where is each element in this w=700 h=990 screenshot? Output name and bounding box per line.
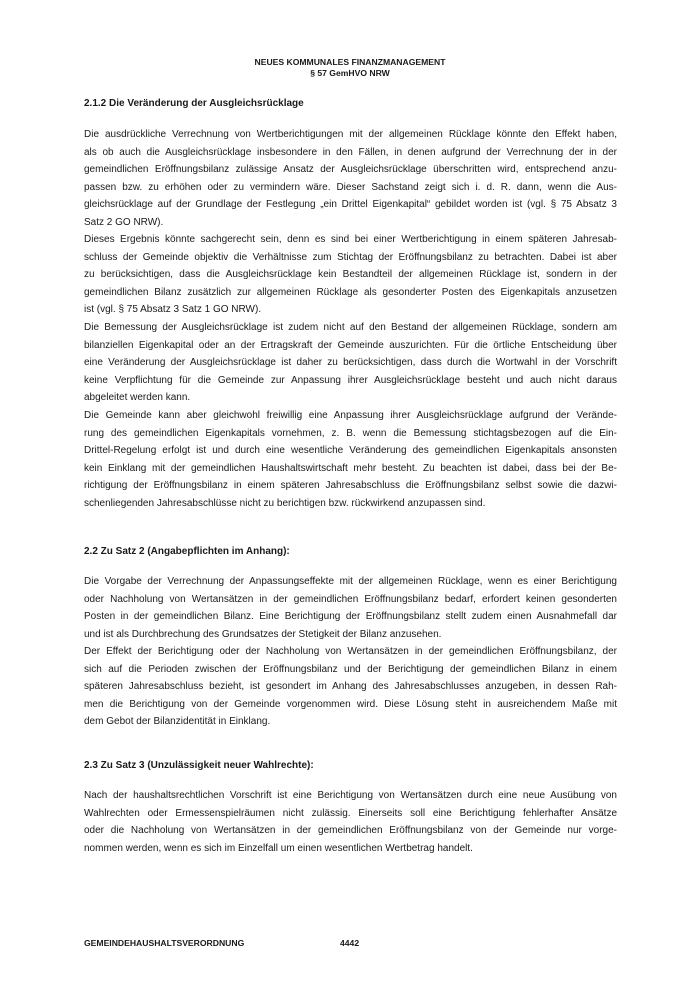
text-line: Die ausdrückliche Verrechnung von Wertberichtigungen mit der allgemeinen Rücklage könnte den Effekt haben,: [84, 129, 617, 140]
text-line: und ist als Durchbrechung des Grundsatzes der Stetigkeit der Bilanz anzusehen.: [84, 628, 442, 640]
text-line: nommen werden, wenn es sich im Einzelfall um einen wesentlichen Wertbetrag handelt.: [84, 842, 473, 854]
paragraph: [84, 787, 617, 857]
text-line: gemeindlichen Bilanz zusätzlich zur allgemeinen Rücklage als gesonderter Posten des Eigenkapitals anzusetzen: [84, 286, 617, 298]
text-line: Die Gemeinde kann aber gleichwohl freiwillig eine Anpassung ihrer Ausgleichsrücklage aufgrund der Verände-: [84, 410, 617, 421]
text-line: Drittel-Regelung erfolgt ist und durch eine wesentliche Veränderung des gemeindlichen Eigenkapitals ansonsten: [84, 445, 617, 457]
text-line: Satz 2 GO NRW).: [84, 216, 164, 228]
text-line: schenliegenden Jahresabschlüsse nicht zu berichtigen bzw. rückwirkend anzupassen sind.: [84, 497, 486, 509]
text-line: eine Veränderung der Ausgleichsrücklage ist daher zu berücksichtigen, dass durch die Wortwahl in der Vorschrift: [84, 357, 617, 369]
text-line: men die Berichtigung von der Gemeinde vorgenommen wird. Diese Lösung steht in ausreichendem Maße mit: [84, 698, 617, 710]
text-line: schluss der Gemeinde objektiv die Verhältnisse zum Stichtag der Eröffnungsbilanz zu betrachten. Dabei ist aber: [84, 251, 617, 263]
paragraph: [84, 643, 617, 731]
text-line: Posten in der gemeindlichen Bilanz. Eine Berichtigung der Eröffnungsbilanz stellt zudem einen Ausnahmefall dar: [84, 611, 617, 623]
paragraph: [84, 573, 617, 643]
paragraph: [84, 407, 617, 513]
text-line: abgeleitet werden kann.: [84, 392, 191, 404]
section-heading: 2.1.2 Die Veränderung der Ausgleichsrücklage: [84, 98, 304, 109]
paragraph: [84, 231, 617, 319]
text-line: Der Effekt der Berichtigung oder der Nachholung von Wertansätzen in der gemeindlichen Eröffnungsbilanz, der: [84, 646, 617, 657]
text-line: gemeindlichen Eröffnungsbilanz zulässige Ansatz der Ausgleichsrücklage überschritten wird, entsprechend anzu-: [84, 164, 617, 176]
text-line: Dieses Ergebnis könnte sachgerecht sein, denn es sind bei einer Wertberichtigung in einem späteren Jahresab-: [84, 234, 617, 245]
text-line: zu berücksichtigen, dass die Ausgleichsrücklage kein Bestandteil der allgemeinen Rücklage ist, sondern in der: [84, 269, 617, 281]
text-line: dem Gebot der Bilanzidentität in Einklang.: [84, 716, 271, 728]
paragraph: [84, 126, 617, 232]
text-line: rung des gemeindlichen Eigenkapitals vornehmen, z. B. wenn die Bemessung stichtagsbezogen auf die Ein-: [84, 427, 617, 439]
text-line: oder Nachholung von Wertansätzen in der gemeindlichen Eröffnungsbilanz bedarf, erfordert keinen gesonderten: [84, 593, 617, 605]
paragraph: [84, 319, 617, 407]
text-line: als ob auch die Ausgleichsrücklage insbesondere in den Fällen, in denen aufgrund der Verrechnung der in der: [84, 146, 617, 158]
text-line: Die Vorgabe der Verrechnung der Anpassungseffekte mit der allgemeinen Rücklage, wenn es einer Berichtigung: [84, 576, 617, 587]
header-subtitle: § 57 GemHVO NRW: [310, 67, 390, 78]
text-line: gleichsrücklage auf der Grundlage der Festlegung „ein Drittel Eigenkapital“ gebildet worden ist (vgl. § 75 Absatz 3: [84, 199, 617, 211]
text-line: kein Einklang mit der gemeindlichen Haushaltswirtschaft mehr besteht. Zu beachten ist dabei, dass bei der Be-: [84, 462, 617, 474]
text-line: Die Bemessung der Ausgleichsrücklage ist zudem nicht auf den Bestand der allgemeinen Rücklage, sondern am: [84, 322, 617, 333]
text-line: keine Verpflichtung für die Gemeinde zur Anpassung ihrer Ausgleichsrücklage besteht und auch nicht daraus: [84, 374, 617, 386]
header-title: NEUES KOMMUNALES FINANZMANAGEMENT: [254, 57, 446, 67]
footer-title: GEMEINDEHAUSHALTSVERORDNUNG: [84, 938, 245, 948]
page-header: [0, 57, 700, 78]
text-line: richtigung der Eröffnungsbilanz in einem späteren Jahresabschluss die Eröffnungsbilanz selbst sowie die dazwi-: [84, 480, 617, 492]
section-heading: 2.3 Zu Satz 3 (Unzulässigkeit neuer Wahlrechte):: [84, 760, 314, 771]
text-line: ist (vgl. § 75 Absatz 3 Satz 1 GO NRW).: [84, 304, 262, 316]
text-line: späteren Jahresabschluss bezieht, ist gesondert im Anhang des Jahresabschlusses anzugeben, in dessen Rah-: [84, 681, 617, 693]
text-line: Wahlrechten oder Ermessenspielräumen nicht zulässig. Einerseits soll eine Berichtigung fehlerhafter Ansätze: [84, 807, 617, 819]
text-line: oder die Nachholung von Wertansätzen in der gemeindlichen Eröffnungsbilanz von der Gemeinde nur vorge-: [84, 825, 617, 837]
section-heading: 2.2 Zu Satz 2 (Angabepflichten im Anhang):: [84, 546, 290, 557]
page-number: 4442: [340, 938, 360, 948]
text-line: bilanziellen Eigenkapital oder an der Ertragskraft der Gemeinde auszurichten. Für die örtliche Entscheidung über: [84, 339, 617, 351]
text-line: sich auf die Perioden zwischen der Eröffnungsbilanz und der Berichtigung der gemeindlichen Bilanz in einem: [84, 663, 617, 675]
text-line: passen bzw. zu erhöhen oder zu vermindern wäre. Dieser Sachstand zeigt sich i. d. R. dann, wenn die Aus-: [84, 181, 617, 193]
text-line: Nach der haushaltsrechtlichen Vorschrift ist eine Berichtigung von Wertansätzen durch eine neue Ausübung von: [84, 790, 617, 801]
